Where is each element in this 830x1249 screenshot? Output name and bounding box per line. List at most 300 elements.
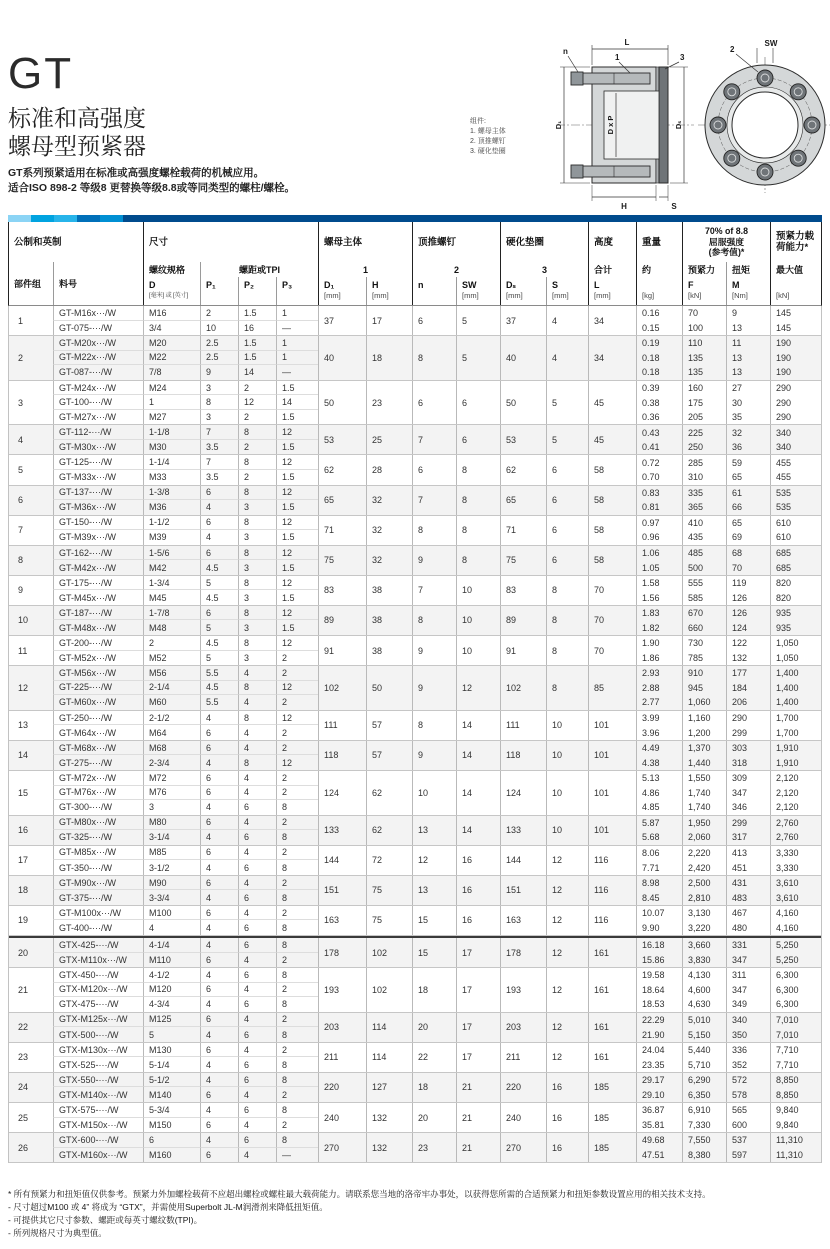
- torque-m: 13: [726, 365, 770, 380]
- thread-size: 1: [143, 395, 200, 410]
- weight-kg: 5.13: [636, 771, 682, 786]
- washer-diameter-ds: 65: [500, 486, 546, 515]
- pitch-p3: 1.5: [276, 530, 318, 545]
- nut-height-h: 127: [366, 1073, 412, 1102]
- weight-kg: 35.81: [636, 1118, 682, 1133]
- nut-height-h: 132: [366, 1103, 412, 1132]
- torque-m: 124: [726, 620, 770, 635]
- thread-size: M68: [143, 741, 200, 756]
- thread-size: M27: [143, 410, 200, 425]
- pitch-p3: 2: [276, 983, 318, 998]
- weight-kg: 5.87: [636, 816, 682, 831]
- max-capacity: 8,850: [770, 1073, 823, 1088]
- part-number: GT-M22x···/W: [53, 351, 143, 366]
- thread-size: M42: [143, 560, 200, 575]
- pitch-p2: 6: [238, 997, 276, 1012]
- torque-m: 70: [726, 560, 770, 575]
- table-group-5: [9, 455, 821, 485]
- nut-diameter-d1: 211: [318, 1043, 366, 1072]
- component-ref-3: 3: [500, 262, 588, 277]
- weight-kg: 15.86: [636, 953, 682, 968]
- washer-thickness-s: 10: [546, 711, 588, 740]
- weight-kg: 1.56: [636, 590, 682, 605]
- torque-m: 349: [726, 997, 770, 1012]
- washer-thickness-s: 12: [546, 938, 588, 967]
- col-H: H [mm]: [366, 277, 412, 305]
- pitch-p2: 16: [238, 321, 276, 336]
- washer-diameter-ds: 71: [500, 516, 546, 545]
- preload-force-f: 1,060: [682, 695, 726, 710]
- preload-force-f: 2,500: [682, 876, 726, 891]
- colgroup-nut-body: 螺母主体: [318, 222, 412, 262]
- pitch-p1: 6: [200, 516, 238, 531]
- part-group-number: 20: [18, 947, 29, 958]
- pitch-p1: 6: [200, 1087, 238, 1102]
- pitch-p2: 3: [238, 530, 276, 545]
- torque-m: 290: [726, 711, 770, 726]
- preload-force-f: 5,710: [682, 1057, 726, 1072]
- max-capacity: 8,850: [770, 1087, 823, 1102]
- max-capacity: 7,010: [770, 1027, 823, 1042]
- weight-kg: 7.71: [636, 860, 682, 875]
- pitch-p2: 8: [238, 636, 276, 651]
- torque-m: 303: [726, 741, 770, 756]
- part-number: GTX-500-···/W: [53, 1027, 143, 1042]
- jackbolt-sw: 10: [456, 576, 500, 605]
- preload-force-f: 555: [682, 576, 726, 591]
- washer-thickness-s: 8: [546, 636, 588, 665]
- col-M: M [Nm]: [726, 277, 770, 305]
- pitch-p1: 2.5: [200, 336, 238, 351]
- part-number: GTX-475-···/W: [53, 997, 143, 1012]
- pitch-p1: 5.5: [200, 666, 238, 681]
- preload-force-f: 660: [682, 620, 726, 635]
- washer-thickness-s: 6: [546, 516, 588, 545]
- max-capacity: 290: [770, 395, 823, 410]
- col-torque: 扭矩: [726, 262, 770, 277]
- pitch-p1: 6: [200, 1118, 238, 1133]
- preload-force-f: 1,160: [682, 711, 726, 726]
- preload-force-f: 500: [682, 560, 726, 575]
- part-number: GT-087-···/W: [53, 365, 143, 380]
- total-height-l: 161: [588, 938, 636, 967]
- pitch-p3: 2: [276, 666, 318, 681]
- part-number: GT-M80x···/W: [53, 816, 143, 831]
- washer-diameter-ds: 163: [500, 906, 546, 935]
- max-capacity: 820: [770, 576, 823, 591]
- pitch-p2: 4: [238, 786, 276, 801]
- jackbolt-count-n: 6: [412, 306, 456, 335]
- table-body: [8, 306, 822, 1163]
- torque-m: 69: [726, 530, 770, 545]
- torque-m: 66: [726, 500, 770, 515]
- jackbolt-sw: 21: [456, 1133, 500, 1162]
- pitch-p1: 4.5: [200, 590, 238, 605]
- washer-thickness-s: 4: [546, 306, 588, 335]
- washer-diameter-ds: 220: [500, 1073, 546, 1102]
- table-group-8: [9, 546, 821, 576]
- pitch-p2: 4: [238, 953, 276, 968]
- thread-size: 3-1/4: [143, 830, 200, 845]
- pitch-p2: 1.5: [238, 336, 276, 351]
- pitch-p2: 4: [238, 983, 276, 998]
- legend-item-2: 2. 顶推螺钉: [470, 138, 506, 145]
- thread-size: M22: [143, 351, 200, 366]
- pitch-p3: 1.5: [276, 560, 318, 575]
- max-capacity: 145: [770, 321, 823, 336]
- jackbolt-count-n: 10: [412, 771, 456, 815]
- table-group-14: [9, 741, 821, 771]
- pitch-p3: 1: [276, 351, 318, 366]
- thread-size: 1-3/8: [143, 486, 200, 501]
- max-capacity: 340: [770, 440, 823, 455]
- max-capacity: 5,250: [770, 938, 823, 953]
- pitch-p3: 2: [276, 1013, 318, 1028]
- max-capacity: 610: [770, 516, 823, 531]
- description-line-2: 适合ISO 898-2 等级8 更替换等级8.8或等同类型的螺柱/螺栓。: [8, 182, 296, 194]
- pitch-p3: 2: [276, 953, 318, 968]
- total-height-l: 185: [588, 1133, 636, 1162]
- nut-diameter-d1: 83: [318, 576, 366, 605]
- jackbolt-sw: 14: [456, 816, 500, 845]
- nut-height-h: 38: [366, 606, 412, 635]
- preload-force-f: 2,060: [682, 830, 726, 845]
- total-height-l: 161: [588, 1043, 636, 1072]
- max-capacity: 1,910: [770, 741, 823, 756]
- nut-diameter-d1: 75: [318, 546, 366, 575]
- pitch-p3: —: [276, 1148, 318, 1163]
- pitch-p1: 3: [200, 410, 238, 425]
- pitch-p2: 4: [238, 741, 276, 756]
- preload-force-f: 4,600: [682, 983, 726, 998]
- nut-height-h: 17: [366, 306, 412, 335]
- weight-kg: 10.07: [636, 906, 682, 921]
- torque-m: 9: [726, 306, 770, 321]
- thread-size: M150: [143, 1118, 200, 1133]
- max-capacity: 685: [770, 546, 823, 561]
- weight-kg: 0.19: [636, 336, 682, 351]
- pitch-p2: 3: [238, 500, 276, 515]
- thread-size: 4: [143, 920, 200, 935]
- pitch-p3: 2: [276, 1087, 318, 1102]
- max-capacity: 290: [770, 410, 823, 425]
- weight-kg: 4.38: [636, 755, 682, 770]
- preload-force-f: 135: [682, 365, 726, 380]
- col-P1: P₁: [200, 277, 238, 305]
- thread-size: M110: [143, 953, 200, 968]
- nut-diameter-d1: 89: [318, 606, 366, 635]
- colgroup-metric-imperial: 公制和英制: [14, 236, 62, 248]
- preload-force-f: 410: [682, 516, 726, 531]
- col-total: 合计: [588, 262, 636, 277]
- max-capacity: 1,050: [770, 651, 823, 666]
- part-group-number: 4: [18, 434, 24, 445]
- pitch-p2: 8: [238, 455, 276, 470]
- jackbolt-sw: 5: [456, 306, 500, 335]
- table-group-15: [9, 771, 821, 816]
- pitch-p2: 2: [238, 440, 276, 455]
- weight-kg: 49.68: [636, 1133, 682, 1148]
- nut-diameter-d1: 144: [318, 846, 366, 875]
- washer-diameter-ds: 124: [500, 771, 546, 815]
- preload-force-f: 3,130: [682, 906, 726, 921]
- weight-kg: 1.86: [636, 651, 682, 666]
- pitch-p2: 3: [238, 560, 276, 575]
- pitch-p1: 4: [200, 711, 238, 726]
- thread-size: M90: [143, 876, 200, 891]
- weight-kg: 0.96: [636, 530, 682, 545]
- washer-diameter-ds: 178: [500, 938, 546, 967]
- pitch-p1: 4: [200, 1073, 238, 1088]
- weight-kg: 2.88: [636, 681, 682, 696]
- thread-size: M80: [143, 816, 200, 831]
- washer-diameter-ds: 240: [500, 1103, 546, 1132]
- table-group-13: [9, 711, 821, 741]
- weight-kg: 3.96: [636, 725, 682, 740]
- weight-kg: 1.06: [636, 546, 682, 561]
- max-capacity: 4,160: [770, 906, 823, 921]
- nut-height-h: 62: [366, 771, 412, 815]
- pitch-p2: 12: [238, 395, 276, 410]
- pitch-p2: 8: [238, 755, 276, 770]
- part-number: GT-M16x···/W: [53, 306, 143, 321]
- jackbolt-count-n: 22: [412, 1043, 456, 1072]
- part-number: GT-137-···/W: [53, 486, 143, 501]
- torque-m: 431: [726, 876, 770, 891]
- part-number: GT-M64x···/W: [53, 725, 143, 740]
- thread-size: 5-3/4: [143, 1103, 200, 1118]
- weight-kg: 1.05: [636, 560, 682, 575]
- pitch-p1: 4: [200, 755, 238, 770]
- pitch-p3: 12: [276, 486, 318, 501]
- total-height-l: 34: [588, 306, 636, 335]
- preload-force-f: 585: [682, 590, 726, 605]
- col-thread-spec: 螺纹规格: [143, 262, 200, 277]
- weight-kg: 19.58: [636, 968, 682, 983]
- pitch-p3: 1: [276, 306, 318, 321]
- col-P2: P₂: [238, 277, 276, 305]
- pitch-p1: 9: [200, 365, 238, 380]
- torque-m: 346: [726, 800, 770, 815]
- pitch-p2: 6: [238, 1073, 276, 1088]
- preload-force-f: 135: [682, 351, 726, 366]
- col-n: n: [412, 277, 456, 305]
- part-number: GT-112-···/W: [53, 425, 143, 440]
- jackbolt-count-n: 13: [412, 876, 456, 905]
- max-capacity: 1,910: [770, 755, 823, 770]
- total-height-l: 101: [588, 711, 636, 740]
- preload-force-f: 1,740: [682, 800, 726, 815]
- torque-m: 451: [726, 860, 770, 875]
- total-height-l: 58: [588, 516, 636, 545]
- nut-height-h: 132: [366, 1133, 412, 1162]
- jackbolt-count-n: 9: [412, 741, 456, 770]
- preload-force-f: 70: [682, 306, 726, 321]
- weight-kg: 0.70: [636, 470, 682, 485]
- total-height-l: 70: [588, 576, 636, 605]
- pitch-p3: 2: [276, 786, 318, 801]
- total-height-l: 116: [588, 906, 636, 935]
- jackbolt-sw: 8: [456, 546, 500, 575]
- part-number: GT-075-···/W: [53, 321, 143, 336]
- torque-m: 480: [726, 920, 770, 935]
- part-number: GTX-525-···/W: [53, 1057, 143, 1072]
- legend-title: 组件:: [470, 118, 486, 125]
- max-capacity: 1,050: [770, 636, 823, 651]
- weight-kg: 0.39: [636, 381, 682, 396]
- dim-label-H: H: [621, 202, 627, 211]
- weight-kg: 0.38: [636, 395, 682, 410]
- jackbolt-count-n: 23: [412, 1133, 456, 1162]
- torque-m: 600: [726, 1118, 770, 1133]
- pitch-p3: 1.5: [276, 440, 318, 455]
- torque-m: 572: [726, 1073, 770, 1088]
- pitch-p2: 6: [238, 938, 276, 953]
- pitch-p2: 4: [238, 816, 276, 831]
- part-number: GT-325-···/W: [53, 830, 143, 845]
- total-height-l: 101: [588, 771, 636, 815]
- nut-diameter-d1: 151: [318, 876, 366, 905]
- part-number: GT-M48x···/W: [53, 620, 143, 635]
- capacity-line-1: 预紧力载: [776, 231, 815, 242]
- max-capacity: 535: [770, 486, 823, 501]
- torque-m: 177: [726, 666, 770, 681]
- jackbolt-sw: 14: [456, 711, 500, 740]
- weight-kg: 0.15: [636, 321, 682, 336]
- preload-force-f: 6,910: [682, 1103, 726, 1118]
- table-group-23: [9, 1043, 821, 1073]
- total-height-l: 161: [588, 968, 636, 1012]
- pitch-p2: 4: [238, 695, 276, 710]
- thread-size: 5-1/2: [143, 1073, 200, 1088]
- thread-size: 2-1/4: [143, 681, 200, 696]
- table-group-21: [9, 968, 821, 1013]
- pitch-p1: 10: [200, 321, 238, 336]
- weight-kg: 47.51: [636, 1148, 682, 1163]
- part-group-number: 11: [18, 645, 28, 656]
- part-group-number: 24: [18, 1082, 29, 1093]
- total-height-l: 70: [588, 606, 636, 635]
- preload-force-f: 1,740: [682, 786, 726, 801]
- weight-kg: 8.98: [636, 876, 682, 891]
- washer-thickness-s: 10: [546, 771, 588, 815]
- pitch-p1: 5.5: [200, 695, 238, 710]
- weight-kg: 1.90: [636, 636, 682, 651]
- pitch-p3: 12: [276, 455, 318, 470]
- part-number: GT-125-···/W: [53, 455, 143, 470]
- nut-height-h: 102: [366, 938, 412, 967]
- part-group-number: 2: [18, 352, 24, 363]
- nut-diameter-d1: 270: [318, 1133, 366, 1162]
- pitch-p3: —: [276, 321, 318, 336]
- callout-3: 3: [680, 53, 685, 62]
- pitch-p1: 5: [200, 620, 238, 635]
- table-group-24: [9, 1073, 821, 1103]
- pitch-p1: 8: [200, 395, 238, 410]
- total-height-l: 45: [588, 381, 636, 425]
- nut-height-h: 62: [366, 816, 412, 845]
- washer-diameter-ds: 62: [500, 455, 546, 484]
- pitch-p1: 4: [200, 1103, 238, 1118]
- pitch-p1: 7: [200, 455, 238, 470]
- torque-m: 347: [726, 786, 770, 801]
- part-number: GTX-M130x···/W: [53, 1043, 143, 1058]
- nut-height-h: 102: [366, 968, 412, 1012]
- weight-kg: 2.93: [636, 666, 682, 681]
- preload-force-f: 5,150: [682, 1027, 726, 1042]
- nut-height-h: 18: [366, 336, 412, 380]
- weight-kg: 4.49: [636, 741, 682, 756]
- pitch-p1: 4.5: [200, 681, 238, 696]
- thread-size: 3: [143, 800, 200, 815]
- part-number: GT-M52x···/W: [53, 651, 143, 666]
- weight-kg: 0.72: [636, 455, 682, 470]
- pitch-p1: 4: [200, 1027, 238, 1042]
- max-capacity: 685: [770, 560, 823, 575]
- weight-kg: 1.58: [636, 576, 682, 591]
- torque-m: 350: [726, 1027, 770, 1042]
- pitch-p1: 6: [200, 606, 238, 621]
- pitch-p2: 4: [238, 1118, 276, 1133]
- part-number: GTX-M140x···/W: [53, 1087, 143, 1102]
- accent-bar-segment-1: [8, 215, 31, 222]
- max-capacity: 820: [770, 590, 823, 605]
- thread-size: M100: [143, 906, 200, 921]
- part-number: GT-M30x···/W: [53, 440, 143, 455]
- weight-kg: 21.90: [636, 1027, 682, 1042]
- thread-size: 2-1/2: [143, 711, 200, 726]
- yield-line-2: 屈服强度: [708, 236, 745, 247]
- thread-size: 4-1/2: [143, 968, 200, 983]
- pitch-p1: 6: [200, 486, 238, 501]
- part-number: GT-M100x···/W: [53, 906, 143, 921]
- max-capacity: 2,760: [770, 816, 823, 831]
- pitch-p3: 1.5: [276, 500, 318, 515]
- pitch-p3: 12: [276, 755, 318, 770]
- washer-diameter-ds: 50: [500, 381, 546, 425]
- part-number: GT-250-···/W: [53, 711, 143, 726]
- max-capacity: 1,400: [770, 681, 823, 696]
- pitch-p2: 6: [238, 1027, 276, 1042]
- part-number: GT-M39x···/W: [53, 530, 143, 545]
- thread-size: M76: [143, 786, 200, 801]
- max-capacity: 935: [770, 606, 823, 621]
- callout-1: 1: [615, 53, 620, 62]
- jackbolt-sw: 14: [456, 771, 500, 815]
- thread-size: M64: [143, 725, 200, 740]
- nut-height-h: 32: [366, 516, 412, 545]
- dim-label-n: n: [563, 47, 568, 56]
- nut-height-h: 50: [366, 666, 412, 710]
- part-number: GTX-600-···/W: [53, 1133, 143, 1148]
- footnotes: [8, 1188, 824, 1240]
- pitch-p1: 4.5: [200, 560, 238, 575]
- nut-diameter-d1: 65: [318, 486, 366, 515]
- torque-m: 352: [726, 1057, 770, 1072]
- total-height-l: 58: [588, 455, 636, 484]
- part-group-number: 8: [18, 555, 24, 566]
- max-capacity: 190: [770, 351, 823, 366]
- jackbolt-sw: 17: [456, 968, 500, 1012]
- weight-kg: 0.36: [636, 410, 682, 425]
- pitch-p3: 8: [276, 1103, 318, 1118]
- max-capacity: 535: [770, 500, 823, 515]
- table-group-16: [9, 816, 821, 846]
- pitch-p1: 4: [200, 1057, 238, 1072]
- pitch-p3: 12: [276, 576, 318, 591]
- max-capacity: 610: [770, 530, 823, 545]
- nut-diameter-d1: 62: [318, 455, 366, 484]
